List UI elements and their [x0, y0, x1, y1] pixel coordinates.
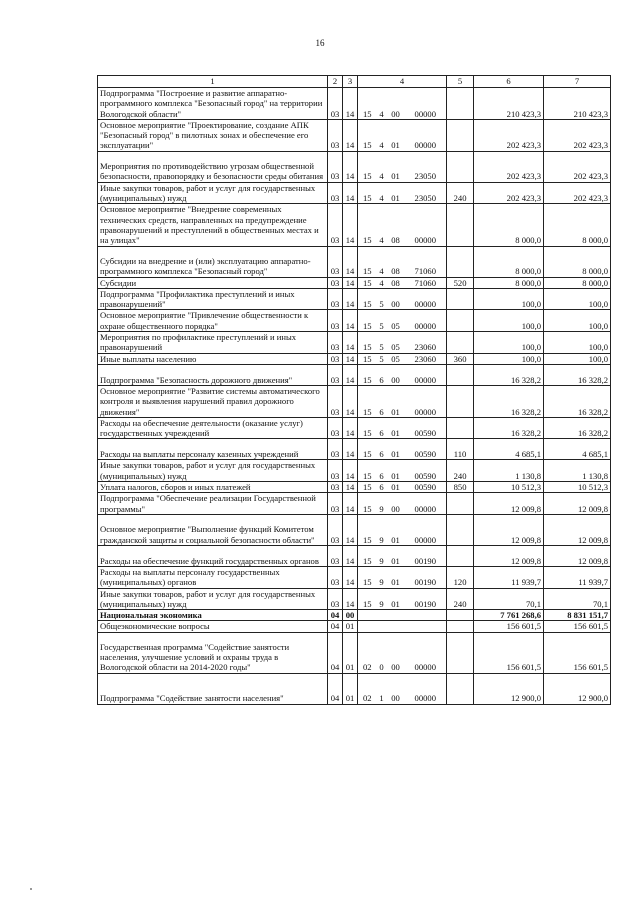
cell-p1: 15 [358, 310, 377, 332]
cell-vid: 240 [447, 460, 474, 482]
table-row [98, 632, 611, 673]
cell-p2: 6 [377, 482, 387, 493]
cell-sum2: 156 601,5 [544, 621, 611, 632]
cell-name: Субсидии [98, 277, 328, 288]
cell-name: Мероприятия по профилактике преступлений и иных правонарушений [98, 332, 328, 354]
cell-p4: 00000 [405, 204, 447, 246]
cell-p1: 15 [358, 277, 377, 288]
cell-name: Иные выплаты населению [98, 353, 328, 364]
table-row [98, 88, 611, 120]
cell-p1: 15 [358, 439, 377, 460]
cell-p4: 00590 [405, 460, 447, 482]
cell-name: Расходы на выплаты персоналу государственных (муниципальных) органов [98, 566, 328, 588]
cell-p1 [358, 610, 377, 621]
cell-razdel: 03 [328, 277, 343, 288]
cell-name: Основное мероприятие "Развитие системы автоматического контроля и выявления нарушений правил дорожного движения" [98, 385, 328, 417]
cell-p3: 05 [387, 332, 405, 354]
cell-name: Мероприятия по противодействию угрозам общественной безопасности, правопорядку и безопасности среды обитания [98, 151, 328, 182]
cell-razdel: 03 [328, 385, 343, 417]
cell-p3: 00 [387, 364, 405, 385]
cell-podrazdel: 14 [343, 246, 358, 277]
cell-vid [447, 119, 474, 151]
cell-p2: 9 [377, 566, 387, 588]
column-header-1: 1 [98, 76, 328, 88]
cell-sum2: 8 000,0 [544, 277, 611, 288]
cell-sum2: 12 900,0 [544, 673, 611, 704]
cell-p3: 01 [387, 182, 405, 204]
cell-p2: 6 [377, 385, 387, 417]
column-header-5: 5 [447, 76, 474, 88]
cell-podrazdel: 14 [343, 88, 358, 120]
cell-p3: 08 [387, 204, 405, 246]
cell-sum1: 210 423,3 [474, 88, 544, 120]
table-row [98, 566, 611, 588]
cell-podrazdel: 14 [343, 545, 358, 566]
cell-vid [447, 332, 474, 354]
cell-p1: 15 [358, 88, 377, 120]
cell-podrazdel: 14 [343, 460, 358, 482]
cell-p1 [358, 621, 377, 632]
cell-podrazdel: 14 [343, 310, 358, 332]
table-row [98, 621, 611, 632]
cell-sum1: 202 423,3 [474, 119, 544, 151]
cell-p3: 05 [387, 353, 405, 364]
cell-name: Основное мероприятие "Привлечение общественности к охране общественного порядка" [98, 310, 328, 332]
cell-p4: 00000 [405, 310, 447, 332]
table-row [98, 545, 611, 566]
cell-razdel: 04 [328, 610, 343, 621]
cell-p2: 9 [377, 588, 387, 610]
cell-name: Общеэкономические вопросы [98, 621, 328, 632]
cell-p1: 15 [358, 514, 377, 545]
cell-name: Национальная экономика [98, 610, 328, 621]
cell-p2: 4 [377, 182, 387, 204]
cell-vid [447, 621, 474, 632]
cell-razdel: 03 [328, 288, 343, 310]
cell-sum2: 12 009,8 [544, 493, 611, 515]
cell-p1: 15 [358, 545, 377, 566]
cell-p1: 02 [358, 673, 377, 704]
cell-p1: 15 [358, 119, 377, 151]
cell-p1: 15 [358, 385, 377, 417]
cell-vid [447, 310, 474, 332]
cell-sum1: 4 685,1 [474, 439, 544, 460]
cell-p2: 4 [377, 88, 387, 120]
cell-p1: 02 [358, 632, 377, 673]
cell-p3: 01 [387, 588, 405, 610]
cell-razdel: 03 [328, 332, 343, 354]
table-row [98, 417, 611, 439]
cell-sum2: 70,1 [544, 588, 611, 610]
cell-podrazdel: 14 [343, 482, 358, 493]
cell-sum2: 8 000,0 [544, 204, 611, 246]
cell-sum1: 100,0 [474, 353, 544, 364]
cell-podrazdel: 14 [343, 588, 358, 610]
cell-p1: 15 [358, 482, 377, 493]
table-row [98, 460, 611, 482]
cell-sum1: 100,0 [474, 310, 544, 332]
cell-razdel: 03 [328, 482, 343, 493]
cell-sum2: 100,0 [544, 353, 611, 364]
cell-sum1: 11 939,7 [474, 566, 544, 588]
cell-razdel: 04 [328, 632, 343, 673]
cell-razdel: 03 [328, 588, 343, 610]
cell-sum1: 12 900,0 [474, 673, 544, 704]
cell-vid [447, 673, 474, 704]
cell-podrazdel: 00 [343, 610, 358, 621]
page-number: 16 [315, 38, 325, 48]
cell-vid: 110 [447, 439, 474, 460]
cell-p3: 00 [387, 88, 405, 120]
cell-sum2: 4 685,1 [544, 439, 611, 460]
cell-vid [447, 385, 474, 417]
cell-name: Государственная программа "Содействие занятости населения, улучшение условий и охраны труда в Вологодской области на 2014-2020 годы" [98, 632, 328, 673]
cell-vid: 850 [447, 482, 474, 493]
cell-sum1: 12 009,8 [474, 514, 544, 545]
cell-sum2: 12 009,8 [544, 514, 611, 545]
cell-podrazdel: 14 [343, 151, 358, 182]
table-row [98, 151, 611, 182]
cell-p4: 00590 [405, 417, 447, 439]
cell-p4: 71060 [405, 277, 447, 288]
cell-sum1: 8 000,0 [474, 277, 544, 288]
cell-razdel: 03 [328, 439, 343, 460]
table-row [98, 482, 611, 493]
cell-podrazdel: 01 [343, 621, 358, 632]
cell-podrazdel: 01 [343, 673, 358, 704]
cell-p3: 05 [387, 310, 405, 332]
cell-p1: 15 [358, 204, 377, 246]
cell-vid [447, 204, 474, 246]
cell-vid: 240 [447, 182, 474, 204]
cell-p4: 00190 [405, 566, 447, 588]
cell-sum1: 16 328,2 [474, 417, 544, 439]
scan-speck [30, 888, 32, 890]
cell-p4: 00000 [405, 88, 447, 120]
cell-p4: 00000 [405, 119, 447, 151]
table-row [98, 364, 611, 385]
cell-vid [447, 417, 474, 439]
cell-sum2: 8 000,0 [544, 246, 611, 277]
cell-name: Основное мероприятие "Выполнение функций Комитетом гражданской защиты и социальной безопасности области" [98, 514, 328, 545]
cell-sum2: 10 512,3 [544, 482, 611, 493]
cell-sum2: 8 831 151,7 [544, 610, 611, 621]
table-row [98, 310, 611, 332]
cell-p2: 5 [377, 353, 387, 364]
cell-vid [447, 610, 474, 621]
cell-podrazdel: 14 [343, 277, 358, 288]
cell-razdel: 03 [328, 204, 343, 246]
cell-p4: 00000 [405, 673, 447, 704]
cell-p3 [387, 621, 405, 632]
cell-p2: 6 [377, 364, 387, 385]
cell-p4: 71060 [405, 246, 447, 277]
cell-name: Подпрограмма "Профилактика преступлений и иных правонарушений" [98, 288, 328, 310]
cell-name: Расходы на обеспечение деятельности (оказание услуг) государственных учреждений [98, 417, 328, 439]
cell-vid: 120 [447, 566, 474, 588]
cell-name: Расходы на обеспечение функций государственных органов [98, 545, 328, 566]
cell-p4: 00000 [405, 632, 447, 673]
cell-p3: 08 [387, 277, 405, 288]
cell-p4: 00000 [405, 514, 447, 545]
cell-podrazdel: 14 [343, 364, 358, 385]
cell-podrazdel: 01 [343, 632, 358, 673]
cell-sum2: 210 423,3 [544, 88, 611, 120]
cell-vid: 240 [447, 588, 474, 610]
cell-p3: 01 [387, 417, 405, 439]
table-row [98, 493, 611, 515]
cell-p4: 00000 [405, 364, 447, 385]
cell-razdel: 03 [328, 514, 343, 545]
cell-sum2: 156 601,5 [544, 632, 611, 673]
cell-sum2: 1 130,8 [544, 460, 611, 482]
cell-p3: 08 [387, 246, 405, 277]
table-row [98, 439, 611, 460]
cell-sum1: 1 130,8 [474, 460, 544, 482]
cell-p1: 15 [358, 588, 377, 610]
cell-p1: 15 [358, 332, 377, 354]
cell-sum1: 8 000,0 [474, 246, 544, 277]
table-row [98, 288, 611, 310]
cell-name: Подпрограмма "Безопасность дорожного движения" [98, 364, 328, 385]
cell-sum2: 100,0 [544, 310, 611, 332]
cell-razdel: 03 [328, 246, 343, 277]
cell-razdel: 03 [328, 310, 343, 332]
cell-p2 [377, 621, 387, 632]
cell-p3: 00 [387, 493, 405, 515]
column-header-4: 4 [358, 76, 447, 88]
cell-sum2: 202 423,3 [544, 151, 611, 182]
cell-razdel: 03 [328, 545, 343, 566]
cell-sum1: 12 009,8 [474, 493, 544, 515]
cell-sum1: 7 761 268,6 [474, 610, 544, 621]
cell-name: Основное мероприятие "Проектирование, создание АПК "Безопасный город" в пилотных зонах и обеспечение его эксплуатации" [98, 119, 328, 151]
cell-p4: 00190 [405, 545, 447, 566]
cell-p4: 00190 [405, 588, 447, 610]
cell-name: Расходы на выплаты персоналу казенных учреждений [98, 439, 328, 460]
cell-sum1: 70,1 [474, 588, 544, 610]
cell-razdel: 03 [328, 417, 343, 439]
cell-razdel: 04 [328, 673, 343, 704]
table-row [98, 610, 611, 621]
cell-sum1: 156 601,5 [474, 621, 544, 632]
cell-vid [447, 545, 474, 566]
cell-p1: 15 [358, 493, 377, 515]
cell-p1: 15 [358, 246, 377, 277]
cell-razdel: 03 [328, 460, 343, 482]
cell-p3: 00 [387, 632, 405, 673]
cell-razdel: 03 [328, 151, 343, 182]
cell-podrazdel: 14 [343, 288, 358, 310]
cell-name: Иные закупки товаров, работ и услуг для государственных (муниципальных) нужд [98, 182, 328, 204]
table-row [98, 588, 611, 610]
cell-p3 [387, 610, 405, 621]
table-row [98, 514, 611, 545]
cell-sum2: 100,0 [544, 332, 611, 354]
cell-podrazdel: 14 [343, 385, 358, 417]
cell-p4: 00590 [405, 482, 447, 493]
table-row [98, 277, 611, 288]
column-header-7: 7 [544, 76, 611, 88]
cell-vid [447, 632, 474, 673]
cell-name: Иные закупки товаров, работ и услуг для государственных (муниципальных) нужд [98, 588, 328, 610]
cell-name: Иные закупки товаров, работ и услуг для государственных (муниципальных) нужд [98, 460, 328, 482]
table-row [98, 246, 611, 277]
cell-sum1: 16 328,2 [474, 364, 544, 385]
cell-podrazdel: 14 [343, 182, 358, 204]
cell-p3: 01 [387, 385, 405, 417]
cell-p2: 9 [377, 493, 387, 515]
cell-sum1: 100,0 [474, 332, 544, 354]
cell-p3: 00 [387, 673, 405, 704]
cell-p2: 9 [377, 514, 387, 545]
cell-p1: 15 [358, 288, 377, 310]
cell-p1: 15 [358, 151, 377, 182]
cell-p3: 01 [387, 566, 405, 588]
cell-razdel: 03 [328, 364, 343, 385]
cell-p3: 01 [387, 514, 405, 545]
table-row [98, 673, 611, 704]
cell-p2: 1 [377, 673, 387, 704]
cell-p4 [405, 621, 447, 632]
cell-p3: 01 [387, 119, 405, 151]
cell-sum1: 202 423,3 [474, 182, 544, 204]
cell-p1: 15 [358, 353, 377, 364]
cell-p3: 01 [387, 545, 405, 566]
column-header-6: 6 [474, 76, 544, 88]
column-header-2: 2 [328, 76, 343, 88]
cell-name: Уплата налогов, сборов и иных платежей [98, 482, 328, 493]
table-row [98, 182, 611, 204]
cell-vid [447, 514, 474, 545]
cell-podrazdel: 14 [343, 514, 358, 545]
cell-name: Субсидии на внедрение и (или) эксплуатацию аппаратно-программного комплекса "Безопасный город" [98, 246, 328, 277]
cell-sum2: 11 939,7 [544, 566, 611, 588]
cell-sum1: 8 000,0 [474, 204, 544, 246]
cell-vid [447, 246, 474, 277]
table-row [98, 385, 611, 417]
column-number-header-row [98, 76, 611, 88]
cell-p4: 23060 [405, 332, 447, 354]
cell-razdel: 03 [328, 88, 343, 120]
cell-p4 [405, 610, 447, 621]
cell-p1: 15 [358, 417, 377, 439]
cell-p1: 15 [358, 182, 377, 204]
cell-sum1: 202 423,3 [474, 151, 544, 182]
cell-sum2: 16 328,2 [544, 417, 611, 439]
cell-sum2: 16 328,2 [544, 364, 611, 385]
cell-p2: 4 [377, 119, 387, 151]
cell-vid [447, 288, 474, 310]
cell-name: Подпрограмма "Обеспечение реализации Государственной программы" [98, 493, 328, 515]
cell-razdel: 03 [328, 119, 343, 151]
cell-vid [447, 88, 474, 120]
cell-podrazdel: 14 [343, 119, 358, 151]
cell-sum2: 100,0 [544, 288, 611, 310]
cell-razdel: 03 [328, 182, 343, 204]
cell-podrazdel: 14 [343, 332, 358, 354]
cell-name: Основное мероприятие "Внедрение современных технических средств, направленных на предупреждение правонарушений и преступлений в общественных местах и на улицах" [98, 204, 328, 246]
cell-razdel: 04 [328, 621, 343, 632]
cell-vid [447, 151, 474, 182]
cell-sum1: 10 512,3 [474, 482, 544, 493]
table-row [98, 119, 611, 151]
cell-vid: 360 [447, 353, 474, 364]
cell-p2: 5 [377, 288, 387, 310]
budget-table [97, 75, 611, 705]
cell-razdel: 03 [328, 566, 343, 588]
cell-vid [447, 493, 474, 515]
cell-podrazdel: 14 [343, 566, 358, 588]
cell-sum1: 100,0 [474, 288, 544, 310]
cell-p3: 00 [387, 288, 405, 310]
cell-sum1: 12 009,8 [474, 545, 544, 566]
cell-vid [447, 364, 474, 385]
cell-podrazdel: 14 [343, 417, 358, 439]
cell-razdel: 03 [328, 353, 343, 364]
cell-p3: 01 [387, 482, 405, 493]
cell-name: Подпрограмма "Содействие занятости населения" [98, 673, 328, 704]
cell-p2: 4 [377, 246, 387, 277]
column-header-3: 3 [343, 76, 358, 88]
table-row [98, 332, 611, 354]
cell-p2: 4 [377, 151, 387, 182]
cell-p2: 0 [377, 632, 387, 673]
cell-sum1: 156 601,5 [474, 632, 544, 673]
cell-sum2: 16 328,2 [544, 385, 611, 417]
cell-p2: 5 [377, 310, 387, 332]
cell-podrazdel: 14 [343, 204, 358, 246]
table-row [98, 353, 611, 364]
cell-p3: 01 [387, 439, 405, 460]
cell-vid: 520 [447, 277, 474, 288]
cell-p4: 00000 [405, 493, 447, 515]
cell-podrazdel: 14 [343, 493, 358, 515]
cell-p1: 15 [358, 566, 377, 588]
cell-podrazdel: 14 [343, 439, 358, 460]
cell-p1: 15 [358, 364, 377, 385]
cell-p2: 4 [377, 277, 387, 288]
cell-p4: 23050 [405, 151, 447, 182]
cell-sum2: 12 009,8 [544, 545, 611, 566]
cell-p4: 00000 [405, 288, 447, 310]
cell-sum2: 202 423,3 [544, 119, 611, 151]
cell-p2: 6 [377, 439, 387, 460]
cell-p1: 15 [358, 460, 377, 482]
table-row [98, 204, 611, 246]
cell-p3: 01 [387, 460, 405, 482]
cell-sum2: 202 423,3 [544, 182, 611, 204]
cell-podrazdel: 14 [343, 353, 358, 364]
cell-p2 [377, 610, 387, 621]
cell-p4: 23050 [405, 182, 447, 204]
cell-razdel: 03 [328, 493, 343, 515]
cell-name: Подпрограмма "Построение и развитие аппаратно-программного комплекса "Безопасный город" на территории Вологодской области" [98, 88, 328, 120]
cell-p4: 00000 [405, 385, 447, 417]
cell-p2: 6 [377, 460, 387, 482]
cell-p2: 9 [377, 545, 387, 566]
cell-sum1: 16 328,2 [474, 385, 544, 417]
cell-p4: 23060 [405, 353, 447, 364]
cell-p2: 5 [377, 332, 387, 354]
cell-p4: 00590 [405, 439, 447, 460]
cell-p2: 6 [377, 417, 387, 439]
cell-p2: 4 [377, 204, 387, 246]
cell-p3: 01 [387, 151, 405, 182]
